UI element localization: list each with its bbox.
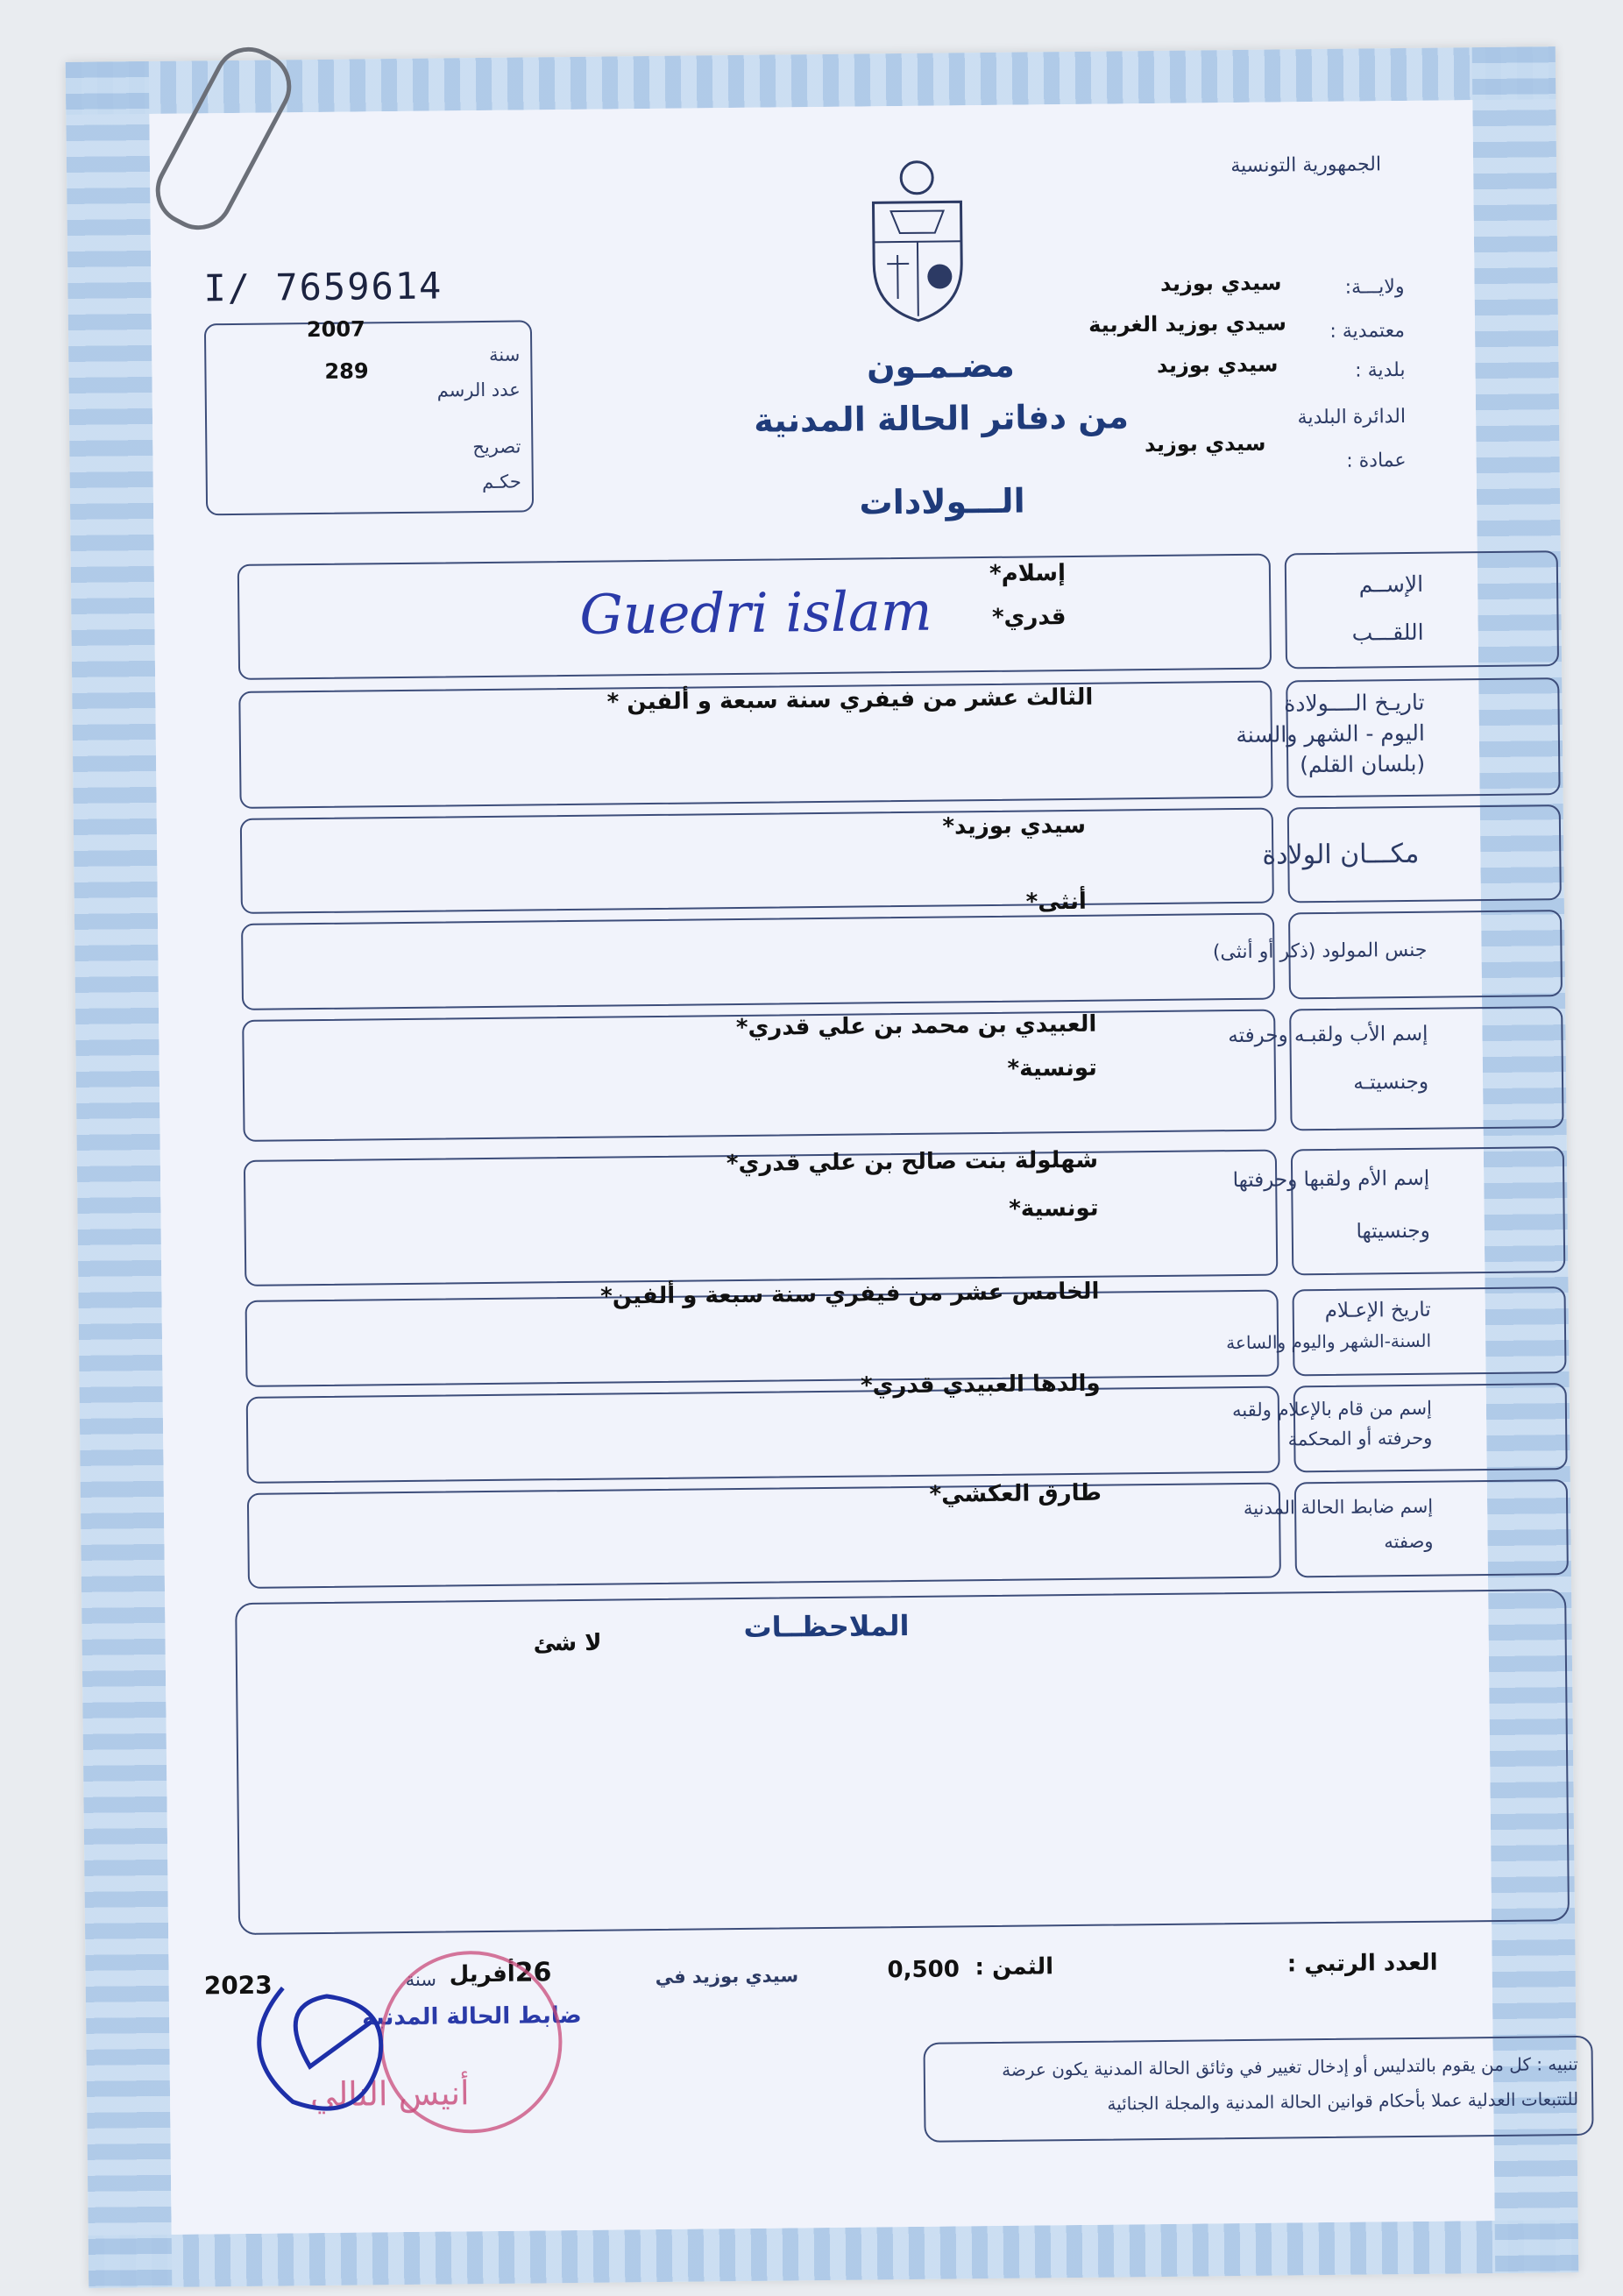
mother-label-1: إسم الأم ولقبها وحرفتها [1232, 1166, 1430, 1193]
republic-name: الجمهورية التونسية [1230, 153, 1382, 178]
birthdate-value: الثالث عشر من فيفري سنة سبعة و ألفين * [606, 684, 1094, 716]
rank-number-label: العدد الرتبي : [1286, 1949, 1438, 1978]
sex-value-box [241, 913, 1275, 1010]
issue-year: 2023 [203, 1970, 273, 2001]
serial-number: I/ 7659614 [203, 264, 443, 310]
mother-name-value: شهلولة بنت صالح بن علي قدري* [726, 1146, 1099, 1178]
price-value: 0,500 [887, 1956, 960, 1984]
declarant-label-1: إسم من قام بالإعلام ولقبه [1231, 1397, 1433, 1421]
father-label-2: وجنسيتـه [1353, 1070, 1429, 1095]
title-line3: الـــولادات [859, 481, 1025, 522]
birthplace-value: سيدي بوزيد* [942, 811, 1087, 840]
registry-box [204, 316, 534, 515]
officer-stamp-name: أنيس النالي [309, 2073, 470, 2115]
remarks-value: لا شئ [533, 1629, 602, 1657]
place-date-prefix: سيدي بوزيد في [655, 1965, 799, 1988]
surname-label: اللقـــب [1351, 619, 1424, 646]
coat-of-arms-icon [860, 158, 975, 325]
warning-line-1: تنبيه : كل من يقوم بالتدليس أو إدخال تغيير في وثائق الحالة المدنية يكون عرضة [1002, 2053, 1578, 2080]
handwritten-name: Guedri islam [578, 578, 932, 647]
issue-day: 26 [514, 1957, 552, 1988]
sex-value: أنثى* [1025, 888, 1087, 916]
officer-signature-title: ضابط الحالة المدنية [361, 2002, 582, 2031]
issue-month: أفريل [449, 1960, 515, 1988]
registry-judgment-label: حكـم [481, 471, 521, 493]
registry-year-label: سنة [488, 344, 521, 365]
declarant-value-box [246, 1386, 1280, 1484]
registry-year: 2007 [306, 316, 365, 343]
delegation-label: معتمدية : [1329, 319, 1406, 343]
handwritten-signature [221, 1952, 450, 2129]
municipality-label: بلدية : [1355, 358, 1406, 382]
municipality-value: سيدي بوزيد [1156, 351, 1279, 378]
officer-value-box [247, 1483, 1281, 1589]
omda-label: عمادة : [1346, 449, 1407, 472]
father-name-value: العبيدي بن محمد بن علي قدري* [735, 1010, 1097, 1042]
price-label: الثمن : [975, 1953, 1054, 1981]
birthdate-label-1: تاريـخ الــــولادة [1284, 689, 1425, 717]
birth-certificate [66, 46, 1579, 2288]
declaration-date-label-1: تاريخ الإعـلام [1324, 1298, 1431, 1323]
birthdate-label-2: اليوم - الشهر والسنة [1236, 719, 1425, 748]
birthplace-value-box [240, 808, 1274, 914]
registry-record-number: 289 [324, 358, 369, 384]
wilaya-label: ولايـــة: [1344, 275, 1405, 299]
district-label: الدائرة البلدية [1297, 405, 1407, 429]
officer-label-1: إسم ضابط الحالة المدنية [1243, 1495, 1434, 1519]
officer-value: طارق العكشي* [929, 1479, 1102, 1508]
birthplace-label: مكـــان الولادة [1262, 838, 1420, 871]
wilaya-value: سيدي بوزيد [1159, 270, 1282, 296]
remarks-label: الملاحظــات [743, 1608, 910, 1644]
title-line2: من دفاتر الحالة المدنية [753, 397, 1130, 440]
name-label: الإســم [1358, 570, 1424, 598]
first-name-value: إسلام* [989, 560, 1067, 587]
warning-line-2: للتتبعات العدلية عملا بأحكام قوانين الحالة المدنية والمجلة الجنائية [1107, 2088, 1579, 2115]
name-label-box [1285, 550, 1559, 669]
certificate-body [149, 100, 1579, 2235]
officer-label-2: وصفته [1384, 1530, 1434, 1553]
declarant-label-2: وحرفته أو المحكمة [1287, 1427, 1433, 1450]
mother-label-2: وجنسيتها [1356, 1219, 1430, 1244]
warning-box [923, 2036, 1593, 2143]
registry-declaration-label: تصريح [472, 436, 521, 458]
birthdate-label-3: (بلسان القلم) [1299, 750, 1426, 778]
mother-nationality-value: تونسية* [1009, 1194, 1099, 1222]
father-nationality-value: تونسية* [1007, 1054, 1097, 1082]
surname-value: قدري* [991, 604, 1067, 631]
delegation-value: سيدي بوزيد الغربية [1088, 310, 1287, 337]
declarant-value: والدها العبيدي قدري* [860, 1370, 1101, 1400]
issue-year-label: سنة [405, 1968, 437, 1991]
title-line1: مضـمـون [866, 345, 1016, 386]
declaration-date-value: الخامس عشر من فيفري سنة سبعة و ألفين* [600, 1278, 1100, 1310]
sex-label: جنس المولود (ذكر أو أنثى) [1212, 939, 1428, 964]
father-label-1: إسم الأب ولقبـه وحرفته [1228, 1022, 1428, 1048]
declaration-date-label-2: السنة-الشهر واليوم والساعة [1226, 1329, 1432, 1354]
registry-record-label: عدد الرسم [436, 379, 521, 401]
omda-value: سيدي بوزيد [1144, 430, 1266, 457]
